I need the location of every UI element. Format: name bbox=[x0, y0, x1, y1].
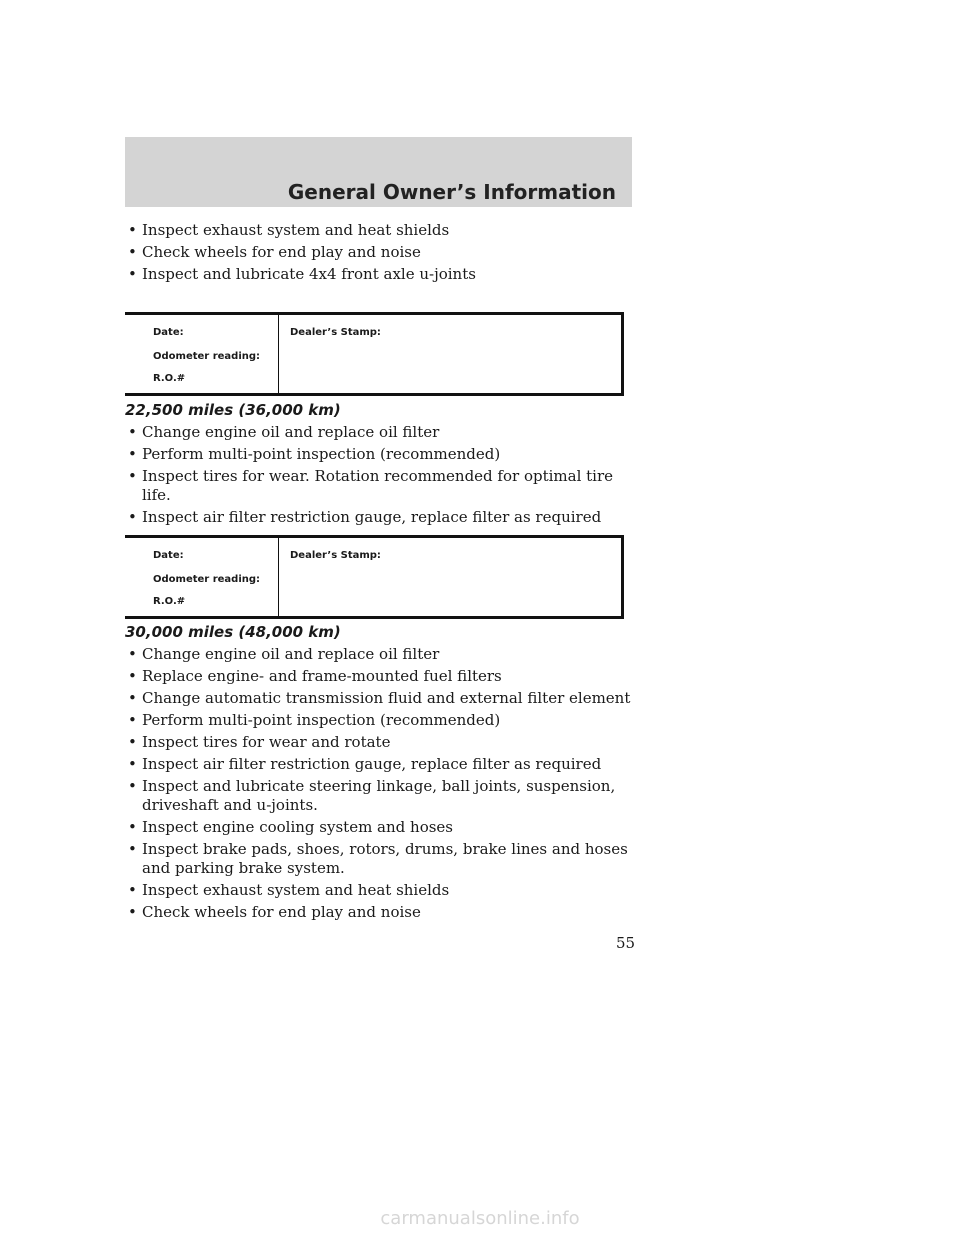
list-item-text: Inspect exhaust system and heat shields bbox=[142, 881, 450, 899]
list-item bbox=[125, 881, 645, 900]
intro-list bbox=[125, 221, 645, 287]
list-item-text: Perform multi-point inspection (recommended) bbox=[142, 445, 501, 463]
page-number: 55 bbox=[616, 934, 636, 952]
list-item-text: Inspect and lubricate 4x4 front axle u-joints bbox=[142, 265, 476, 283]
bullet-icon: • bbox=[128, 777, 137, 795]
section-heading: 30,000 miles (48,000 km) bbox=[125, 623, 341, 641]
service-record-box bbox=[125, 535, 624, 619]
bullet-icon: • bbox=[128, 733, 137, 751]
list-item bbox=[125, 733, 645, 752]
list-item-text: Inspect tires for wear and rotate bbox=[142, 733, 391, 751]
ro-label: R.O.# bbox=[153, 596, 186, 607]
ro-label: R.O.# bbox=[153, 373, 186, 384]
bullet-icon: • bbox=[128, 755, 137, 773]
list-item bbox=[125, 667, 645, 686]
list-item bbox=[125, 445, 645, 464]
dealer-stamp-label: Dealer’s Stamp: bbox=[290, 550, 381, 561]
odometer-label: Odometer reading: bbox=[153, 574, 261, 585]
list-item bbox=[125, 508, 645, 527]
list-item bbox=[125, 818, 645, 837]
list-item-text: Inspect air filter restriction gauge, replace filter as required bbox=[142, 508, 602, 526]
watermark: carmanualsonline.info bbox=[380, 1208, 580, 1229]
list-item-text: Inspect engine cooling system and hoses bbox=[142, 818, 453, 836]
list-item-text: Check wheels for end play and noise bbox=[142, 243, 421, 261]
list-item bbox=[125, 903, 645, 922]
list-item bbox=[125, 243, 645, 262]
bullet-icon: • bbox=[128, 689, 137, 707]
bullet-icon: • bbox=[128, 265, 137, 283]
bullet-icon: • bbox=[128, 711, 137, 729]
list-item-text: Change engine oil and replace oil filter bbox=[142, 423, 440, 441]
bullet-icon: • bbox=[128, 508, 137, 526]
list-item bbox=[125, 711, 645, 730]
list-item bbox=[125, 423, 645, 442]
list-item bbox=[125, 265, 645, 284]
bullet-icon: • bbox=[128, 903, 137, 921]
list-item-text: Change engine oil and replace oil filter bbox=[142, 645, 440, 663]
bullet-icon: • bbox=[128, 840, 137, 858]
bullet-icon: • bbox=[128, 445, 137, 463]
list-item bbox=[125, 689, 645, 708]
date-label: Date: bbox=[153, 550, 184, 561]
section-heading: 22,500 miles (36,000 km) bbox=[125, 401, 341, 419]
list-item-text: Check wheels for end play and noise bbox=[142, 903, 421, 921]
list-item-text: Inspect tires for wear. Rotation recommended for optimal tire life. bbox=[142, 467, 614, 504]
bullet-icon: • bbox=[128, 667, 137, 685]
list-item-text: Replace engine- and frame-mounted fuel filters bbox=[142, 667, 502, 685]
list-item-text: Inspect and lubricate steering linkage, ball joints, suspension, driveshaft and u-joints. bbox=[142, 777, 616, 814]
date-label: Date: bbox=[153, 327, 184, 338]
list-item bbox=[125, 645, 645, 664]
service-list bbox=[125, 645, 645, 925]
service-list bbox=[125, 423, 645, 530]
bullet-icon: • bbox=[128, 818, 137, 836]
box-divider bbox=[278, 315, 279, 393]
page-title: General Owner’s Information bbox=[287, 180, 616, 204]
list-item bbox=[125, 755, 645, 774]
list-item-text: Inspect exhaust system and heat shields bbox=[142, 221, 450, 239]
list-item bbox=[125, 467, 645, 505]
bullet-icon: • bbox=[128, 467, 137, 485]
bullet-icon: • bbox=[128, 243, 137, 261]
box-divider bbox=[278, 538, 279, 616]
header-band bbox=[125, 137, 632, 207]
list-item-text: Inspect air filter restriction gauge, replace filter as required bbox=[142, 755, 602, 773]
list-item bbox=[125, 840, 645, 878]
list-item bbox=[125, 221, 645, 240]
bullet-icon: • bbox=[128, 221, 137, 239]
dealer-stamp-label: Dealer’s Stamp: bbox=[290, 327, 381, 338]
bullet-icon: • bbox=[128, 423, 137, 441]
list-item bbox=[125, 777, 645, 815]
bullet-icon: • bbox=[128, 881, 137, 899]
service-record-box bbox=[125, 312, 624, 396]
odometer-label: Odometer reading: bbox=[153, 351, 261, 362]
bullet-icon: • bbox=[128, 645, 137, 663]
list-item-text: Perform multi-point inspection (recommended) bbox=[142, 711, 501, 729]
list-item-text: Inspect brake pads, shoes, rotors, drums, brake lines and hoses and parking brake system. bbox=[142, 840, 628, 877]
list-item-text: Change automatic transmission fluid and external filter element bbox=[142, 689, 631, 707]
